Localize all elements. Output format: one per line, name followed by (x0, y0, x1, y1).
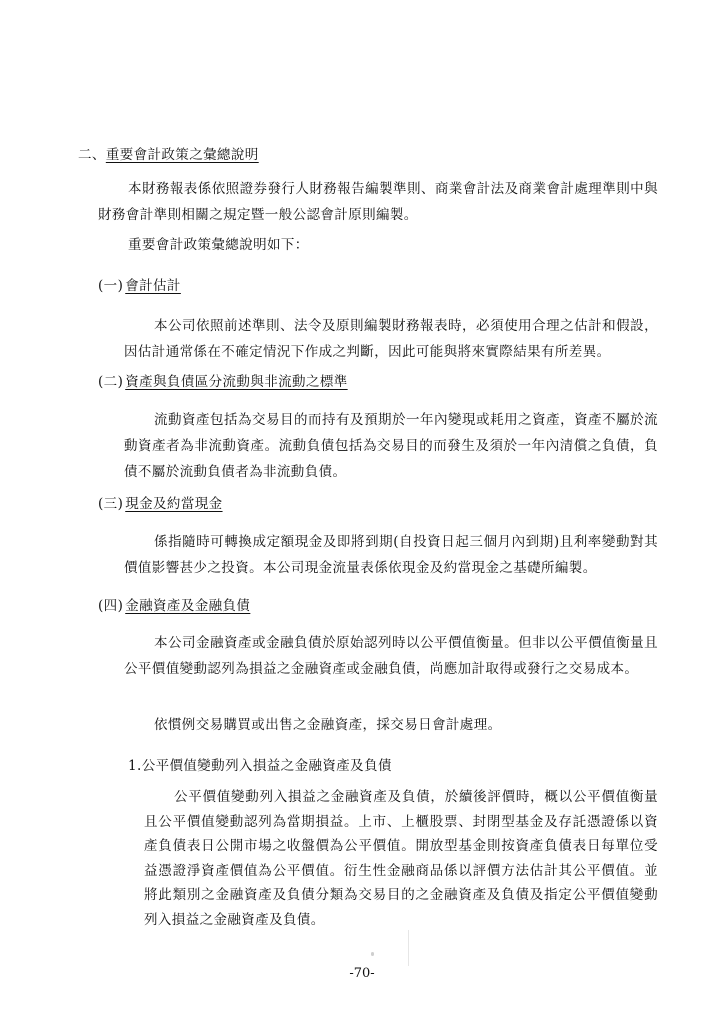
subsection-paragraph-4a: 本公司金融資產或金融負債於原始認列時以公平價值衡量。但非以公平價值衡量且公平價值變動認列為損益之金融資產或金融負債，尚應加計取得或發行之交易成本。 (124, 635, 658, 677)
subsection-paragraph-4b: 依慣例交易購買或出售之金融資產，採交易日會計處理。 (154, 717, 502, 733)
subsection-title: 資產與負債區分流動與非流動之標準 (125, 374, 348, 390)
subsection-label: (二) (98, 374, 124, 390)
subsection-paragraph-3: 係指隨時可轉換成定額現金及即將到期(自投資日起三個月內到期)且利率變動對其價值影響甚少之投資。本公司現金流量表係依現金及約當現金之基礎所編製。 (124, 534, 658, 576)
scan-speck (371, 952, 374, 956)
subsection-label: (一) (98, 278, 124, 294)
intro-summary-line: 重要會計政策彙總說明如下： (128, 237, 309, 253)
item-paragraph-1: 公平價值變動列入損益之金融資產及負債，於續後評價時，概以公平價值衡量且公平價值變動認列為當期損益。上市、上櫃股票、封閉型基金及存託憑證係以資產負債表日公開市場之收盤價為公平價值。開放型基金則按資產負債表日每單位受益憑證淨資產價值為公平價值。衍生性金融商品係以評價方法估計其公平價值。並將此類別之金融資產及負債分類為交易目的之金融資產及負債及指定公平價值變動列入損益之金融資產及負債。 (144, 789, 658, 928)
section-title: 重要會計政策之彙總說明 (105, 147, 259, 163)
item-label: 1. (128, 758, 142, 774)
subsection-paragraph-1: 本公司依照前述準則、法令及原則編製財務報表時，必須使用合理之估計和假設，因估計通常係在不確定情況下作成之判斷，因此可能與將來實際結果有所差異。 (124, 318, 658, 360)
subsection-title: 金融資產及金融負債 (125, 598, 251, 614)
subsection-heading-1 (98, 273, 181, 299)
subsection-heading-4 (98, 593, 250, 619)
subsection-label: (四) (98, 598, 124, 614)
subsection-label: (三) (98, 496, 124, 512)
section-heading (78, 142, 259, 168)
subsection-title: 現金及約當現金 (125, 496, 223, 512)
subsection-paragraph-2: 流動資產包括為交易目的而持有及預期於一年內變現或耗用之資產，資產不屬於流動資產者為非流動資產。流動負債包括為交易目的而發生及須於一年內清償之負債，負債不屬於流動負債者為非流動負債。 (124, 412, 658, 480)
item-heading-1 (128, 753, 392, 779)
scan-edge-mark (408, 930, 409, 966)
subsection-title: 會計估計 (125, 278, 181, 294)
page-number: -70- (349, 966, 375, 981)
section-number: 二、 (78, 147, 106, 163)
subsection-heading-3 (98, 491, 223, 517)
item-title: 公平價值變動列入損益之金融資產及負債 (141, 758, 392, 774)
subsection-heading-2 (98, 369, 348, 395)
intro-paragraph: 本財務報表係依照證券發行人財務報告編製準則、商業會計法及商業會計處理準則中與財務會計準則相關之規定暨一般公認會計原則編製。 (98, 181, 658, 223)
